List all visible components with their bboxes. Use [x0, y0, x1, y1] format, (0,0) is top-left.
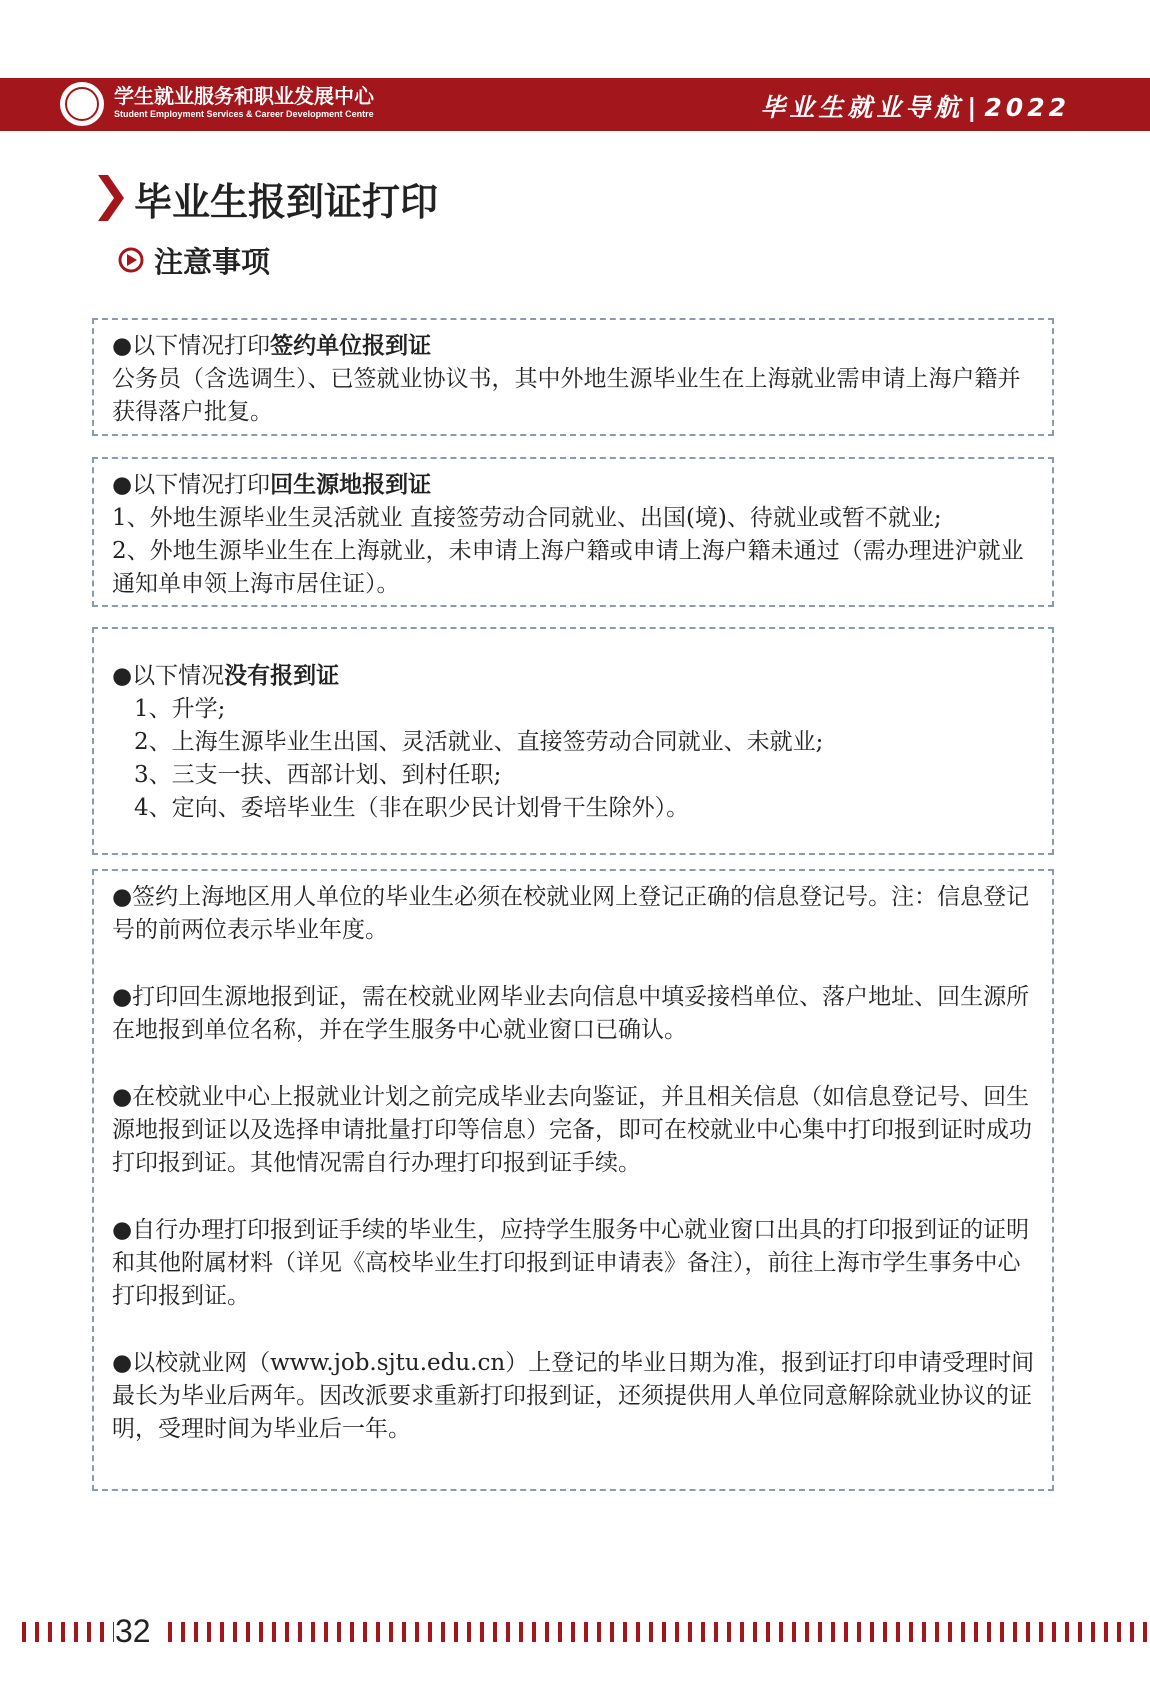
section-subtitle [118, 240, 270, 280]
university-seal-icon [60, 82, 104, 126]
section-line: 2、外地生源毕业生在上海就业，未申请上海户籍或申请上海户籍未通过（需办理进沪就业通知单申领上海市居住证）。 [112, 538, 1024, 597]
page-title-text: 毕业生报到证打印 [134, 179, 439, 224]
note-item: ●在校就业中心上报就业计划之前完成毕业去向鉴证，并且相关信息（如信息登记号、回生源地报到证以及选择申请批量打印等信息）完备，即可在校就业中心集中打印报到证时成功打印报到证。其他情况需自行办理打印报到证手续。 [112, 1084, 1032, 1176]
subtitle-text: 注意事项 [154, 244, 271, 279]
page-title [98, 170, 438, 226]
footer [0, 1610, 1150, 1650]
guide-year: 2022 [984, 93, 1070, 122]
heading-prefix: ●以下情况打印 [112, 333, 271, 359]
heading-bold: 没有报到证 [224, 663, 340, 689]
play-circle-icon [118, 247, 144, 273]
org-name [114, 85, 374, 121]
guide-title-text: 毕业生就业导航 [760, 93, 964, 122]
section-line: 3、三支一扶、西部计划、到村任职; [134, 762, 502, 788]
section-line: 1、升学; [134, 696, 226, 722]
heading-prefix: ●以下情况打印 [112, 472, 271, 498]
section-box [92, 457, 1054, 607]
heading-bold: 回生源地报到证 [270, 472, 432, 498]
notes-box [92, 869, 1054, 1491]
section-line: 2、上海生源毕业生出国、灵活就业、直接签劳动合同就业、未就业; [134, 729, 824, 755]
note-item: ●以校就业网（www.job.sjtu.edu.cn）上登记的毕业日期为准，报到证打印申请受理时间最长为毕业后两年。因改派要求重新打印报到证，还须提供用人单位同意解除就业协议的证明，受理时间为毕业后一年。 [112, 1350, 1035, 1442]
section-heading [112, 469, 1038, 502]
section-box [92, 318, 1054, 436]
org-name-cn: 学生就业服务和职业发展中心 [114, 84, 374, 108]
org-name-en: Student Employment Services & Career Development Centre [114, 109, 374, 119]
header-bar [0, 78, 1150, 131]
section-line: 1、外地生源毕业生灵活就业 直接签劳动合同就业、出国(境)、待就业或暂不就业; [112, 505, 942, 531]
note-item: ●自行办理打印报到证手续的毕业生，应持学生服务中心就业窗口出具的打印报到证的证明和其他附属材料（详见《高校毕业生打印报到证申请表》备注），前往上海市学生事务中心打印报到证。 [112, 1217, 1030, 1309]
section-heading [112, 660, 1038, 693]
heading-prefix: ●以下情况 [112, 663, 225, 689]
chevron-right-icon [98, 175, 124, 221]
section-line: 4、定向、委培毕业生（非在职少民计划骨干生除外）。 [134, 795, 690, 821]
guide-separator: | [967, 93, 981, 122]
note-item: ●打印回生源地报到证，需在校就业网毕业去向信息中填妥接档单位、落户地址、回生源所在地报到单位名称，并在学生服务中心就业窗口已确认。 [112, 984, 1030, 1043]
guide-title [760, 88, 1070, 124]
page-number: 32 [115, 1613, 151, 1649]
section-heading [112, 330, 1038, 363]
section-line: 公务员（含选调生）、已签就业协议书，其中外地生源毕业生在上海就业需申请上海户籍并获得落户批复。 [112, 366, 1021, 425]
heading-bold: 签约单位报到证 [270, 333, 432, 359]
footer-bars-left [22, 1622, 114, 1642]
section-box [92, 627, 1054, 855]
footer-bars-right [168, 1622, 1150, 1642]
note-item: ●签约上海地区用人单位的毕业生必须在校就业网上登记正确的信息登记号。注：信息登记号的前两位表示毕业年度。 [112, 884, 1030, 943]
